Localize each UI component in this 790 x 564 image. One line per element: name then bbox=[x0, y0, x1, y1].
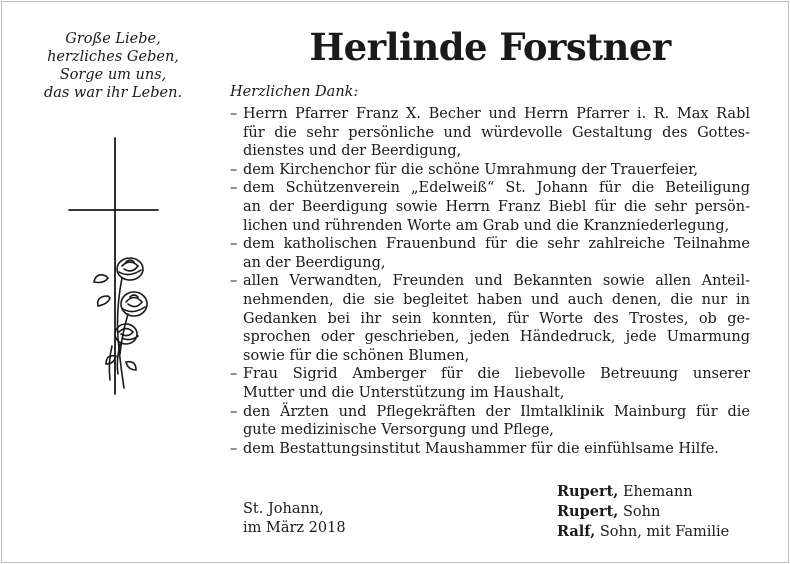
thanks-list bbox=[230, 105, 750, 458]
thanks-line: dienstes und der Beerdigung, bbox=[243, 143, 462, 160]
thanks-item bbox=[230, 365, 750, 402]
thanks-line: dem Kirchenchor für die schöne Umrahmung der Trauerfeier, bbox=[243, 161, 699, 178]
dash-marker: – bbox=[230, 180, 238, 197]
signature-name: Rupert, bbox=[557, 503, 619, 520]
thanks-line: Gedanken bei ihr sein konnten, für Worte des Trostes, ob ge- bbox=[243, 310, 750, 327]
signature-relation: Sohn, mit Familie bbox=[599, 524, 730, 540]
signature-relation: Sohn bbox=[622, 504, 661, 520]
thanks-line: sprochen oder geschrieben, jeden Händedruck, jede Umarmung bbox=[243, 329, 750, 346]
thanks-heading: Herzlichen Dank: bbox=[230, 84, 359, 100]
dash-marker: – bbox=[230, 440, 238, 457]
thanks-line: gute medizinische Versorgung und Pflege, bbox=[243, 422, 554, 439]
thanks-line: den Ärzten und Pflegekräften der Ilmtalklinik Mainburg für die bbox=[243, 403, 750, 420]
thanks-line: Mutter und die Unterstützung im Haushalt, bbox=[243, 384, 565, 401]
date-line: im März 2018 bbox=[243, 520, 346, 536]
thanks-item bbox=[230, 161, 750, 180]
thanks-line: allen Verwandten, Freunden und Bekannten sowie allen Anteil- bbox=[243, 273, 750, 290]
motto-line: Sorge um uns, bbox=[59, 67, 167, 83]
thanks-line: an der Beerdigung sowie Herrn Franz Biebl für die sehr persön- bbox=[243, 198, 750, 215]
thanks-line: sowie für die schönen Blumen, bbox=[243, 347, 470, 364]
thanks-line: dem katholischen Frauenbund für die sehr zahlreiche Teilnahme bbox=[243, 236, 750, 253]
deceased-name: Herlinde Forstner bbox=[309, 25, 671, 69]
place-date bbox=[243, 500, 346, 538]
motto-line: Große Liebe, bbox=[65, 31, 161, 47]
thanks-line: dem Schützenverein „Edelweiß“ St. Johann für die Beteiligung bbox=[243, 180, 750, 197]
motto bbox=[22, 30, 204, 102]
thanks-item bbox=[230, 440, 750, 459]
motto-line: das war ihr Leben. bbox=[43, 85, 183, 101]
thanks-item bbox=[230, 235, 750, 272]
signature-name: Ralf, bbox=[557, 523, 596, 540]
motto-line: herzliches Geben, bbox=[47, 49, 179, 65]
place-line: St. Johann, bbox=[243, 501, 324, 517]
cross-with-roses-icon bbox=[64, 136, 164, 396]
dash-marker: – bbox=[230, 236, 238, 253]
dash-marker: – bbox=[230, 403, 238, 420]
thanks-line: an der Beerdigung, bbox=[243, 254, 386, 271]
signature-line bbox=[557, 482, 729, 502]
signature-line bbox=[557, 502, 729, 522]
thanks-line: für die sehr persönliche und würdevolle Gestaltung des Gottes- bbox=[243, 124, 750, 141]
dash-marker: – bbox=[230, 273, 238, 290]
thanks-line: Frau Sigrid Amberger für die liebevolle Betreuung unserer bbox=[243, 366, 750, 383]
signature-line bbox=[557, 522, 729, 542]
thanks-item bbox=[230, 179, 750, 235]
signature-name: Rupert, bbox=[557, 483, 619, 500]
thanks-line: nehmenden, die sie begleitet haben und auch denen, die nur in bbox=[243, 291, 750, 308]
thanks-line: dem Bestattungsinstitut Maushammer für die einfühlsame Hilfe. bbox=[243, 440, 719, 457]
dash-marker: – bbox=[230, 366, 238, 383]
thanks-item bbox=[230, 105, 750, 161]
thanks-line: lichen und rührenden Worte am Grab und die Kranzniederlegung, bbox=[243, 217, 730, 234]
dash-marker: – bbox=[230, 106, 238, 122]
signatures bbox=[557, 482, 729, 542]
thanks-item bbox=[230, 272, 750, 365]
thanks-item bbox=[230, 403, 750, 440]
thanks-line: Herrn Pfarrer Franz X. Becher und Herrn Pfarrer i. R. Max Rabl bbox=[243, 106, 750, 122]
signature-relation: Ehemann bbox=[622, 484, 693, 500]
dash-marker: – bbox=[230, 161, 238, 178]
